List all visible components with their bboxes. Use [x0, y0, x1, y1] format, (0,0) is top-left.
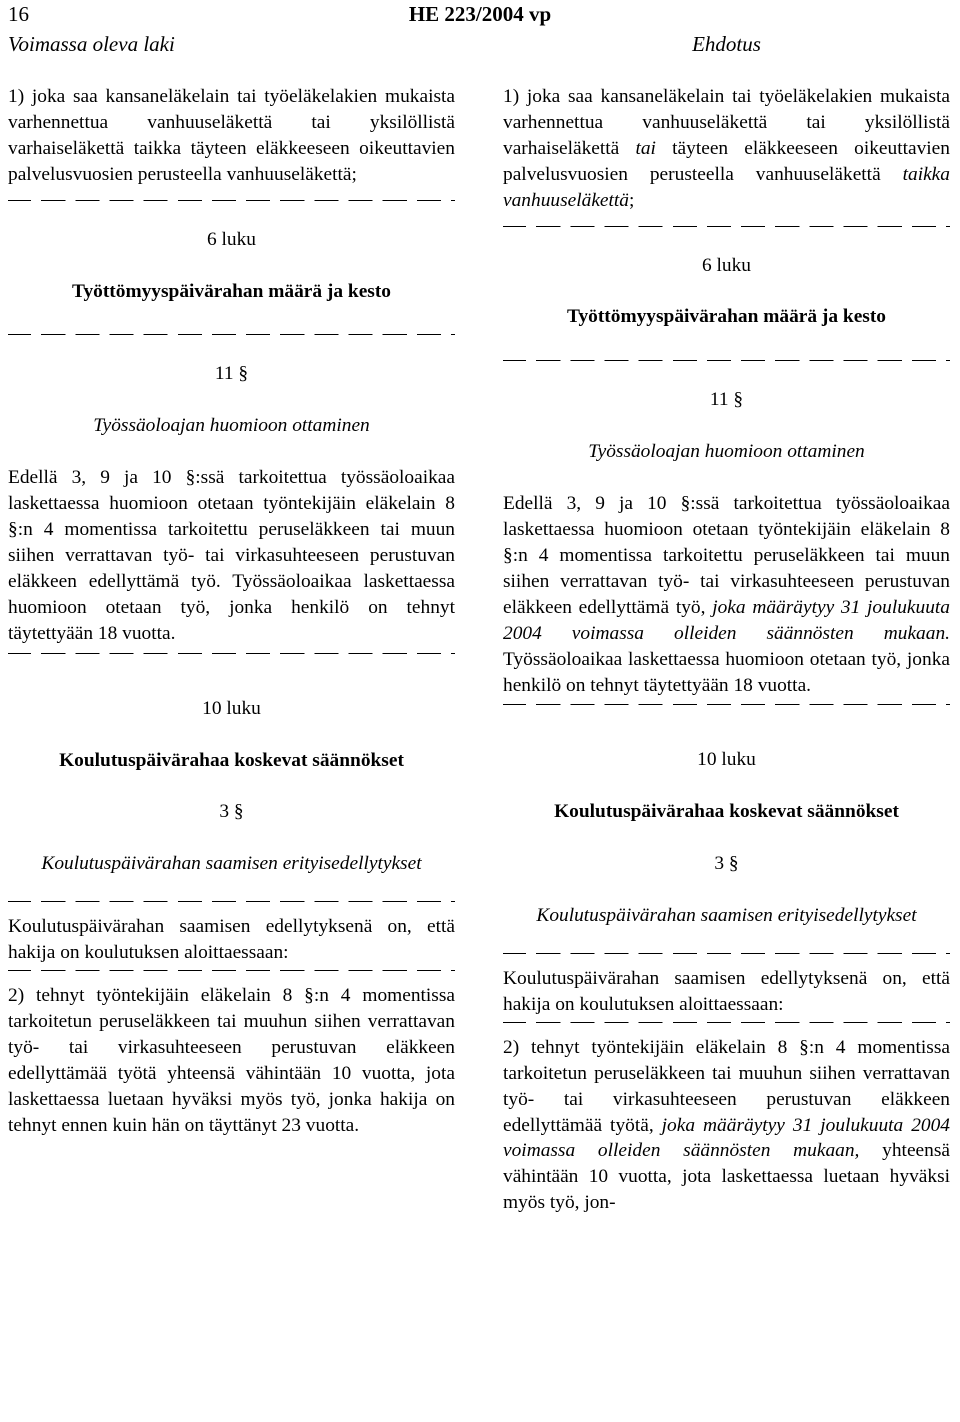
right-chapter-6-title: Työttömyyspäivärahan määrä ja kesto: [566, 306, 887, 328]
omission-divider: [503, 360, 950, 361]
left-chapter-10-title: Koulutuspäivärahaa koskevat säännökset: [59, 749, 404, 771]
left-paragraph-4: 2) tehnyt työntekijäin eläkelain 8 §:n 4 momentissa tarkoitetun peruseläkkeen tai muuhun siihen verrattavan työ- tai virkasuhteeseen perustuvan eläkkeen edellyttämää työtä yhteensä vähintään 10 vuotta, jota laskettaessa luetaan hyväksi myös työ, jonka hakija on tehnyt ennen kuin hän on täyttänyt 23 vuotta.: [8, 985, 455, 1136]
right-paragraph-2: Edellä 3, 9 ja 10 §:ssä tarkoitettua työssäoloaikaa laskettaessa huomioon otetaan työntekijäin eläkelain 8 §:n 4 momentissa tarkoitettu peruseläkkeen tai muun siihen verrattavan työ- tai virkasuhteeseen perustuvan eläkkeen edellyttämä työ, joka määräytyy 31 joulukuuta 2004 voimassa olleiden säännösten mukaan. Työssäoloaikaa laskettaessa huomioon otetaan työ, jonka henkilö on tehnyt täytettyään 18 vuotta.: [503, 493, 950, 696]
page-number: 16: [8, 2, 29, 26]
right-paragraph-3: Koulutuspäivärahan saamisen edellytyksenä on, että hakija on koulutuksen aloittaessaan:: [503, 968, 950, 1015]
right-column: [503, 84, 950, 1216]
left-chapter-6-title: Työttömyyspäivärahan määrä ja kesto: [71, 280, 392, 302]
right-paragraph-1: 1) joka saa kansaneläkelain tai työeläkelakien mukaista varhennettua vanhuuseläkettä tai yksilöllistä varhaiseläkettä tai täyteen eläkkeeseen oikeuttavien palvelusvuosien perusteella vanhuuseläkettä taikka vanhuuseläkettä;: [503, 86, 950, 211]
right-section-3: 3 §: [714, 853, 739, 875]
right-section-3-title: Koulutuspäivärahan saamisen erityisedellytykset: [536, 905, 917, 927]
document-id: HE 223/2004 vp: [408, 2, 552, 26]
left-section-3: 3 §: [219, 801, 244, 823]
omission-divider: [8, 970, 455, 971]
right-chapter-10: 10 luku: [697, 749, 756, 771]
right-section-11: 11 §: [709, 389, 744, 411]
left-section-3-title: Koulutuspäivärahan saamisen erityisedellytykset: [41, 853, 422, 875]
omission-divider: [503, 1022, 950, 1023]
right-paragraph-4: 2) tehnyt työntekijäin eläkelain 8 §:n 4 momentissa tarkoitetun peruseläkkeen tai muuhun siihen verrattavan työ- tai virkasuhteeseen perustuvan eläkkeen edellyttämää työtä, joka määräytyy 31 joulukuuta 2004 voimassa olleiden säännösten mukaan, yhteensä vähintään 10 vuotta, jota laskettaessa luetaan hyväksi myös työ, jon-: [503, 1036, 950, 1214]
left-section-11: 11 §: [214, 363, 249, 385]
right-chapter-6: 6 luku: [701, 254, 752, 276]
left-paragraph-3: Koulutuspäivärahan saamisen edellytyksenä on, että hakija on koulutuksen aloittaessaan:: [8, 916, 455, 964]
omission-divider: [8, 653, 455, 654]
omission-divider: [8, 200, 455, 201]
omission-divider: [503, 953, 950, 954]
left-chapter-6: 6 luku: [206, 228, 257, 250]
left-paragraph-2: Edellä 3, 9 ja 10 §:ssä tarkoitettua työssäoloaikaa laskettaessa huomioon otetaan työntekijäin eläkelain 8 §:n 4 momentissa tarkoitettu peruseläkkeen tai muun siihen verrattavan työ- tai virkasuhteeseen perustuvan eläkkeen edellyttämä työ. Työssäoloaikaa laskettaessa huomioon otetaan työ, jonka henkilö on tehnyt täytettyään 18 vuotta.: [8, 467, 455, 644]
left-chapter-10: 10 luku: [202, 697, 261, 719]
left-column: [8, 84, 455, 1138]
omission-divider: [503, 704, 950, 705]
right-chapter-10-title: Koulutuspäivärahaa koskevat säännökset: [554, 801, 899, 823]
left-section-11-title: Työssäoloajan huomioon ottaminen: [93, 415, 370, 437]
left-paragraph-1: 1) joka saa kansaneläkelain tai työeläkelakien mukaista varhennettua vanhuuseläkettä tai yksilöllistä varhaiseläkettä taikka täyteen eläkkeeseen oikeuttavien palvelusvuosien perusteella vanhuuseläkettä;: [8, 86, 455, 185]
omission-divider: [503, 226, 950, 227]
right-section-11-title: Työssäoloajan huomioon ottaminen: [588, 441, 865, 463]
right-column-title: Ehdotus: [692, 32, 761, 56]
omission-divider: [8, 901, 455, 902]
omission-divider: [8, 334, 455, 335]
left-column-title: Voimassa oleva laki: [8, 32, 175, 56]
